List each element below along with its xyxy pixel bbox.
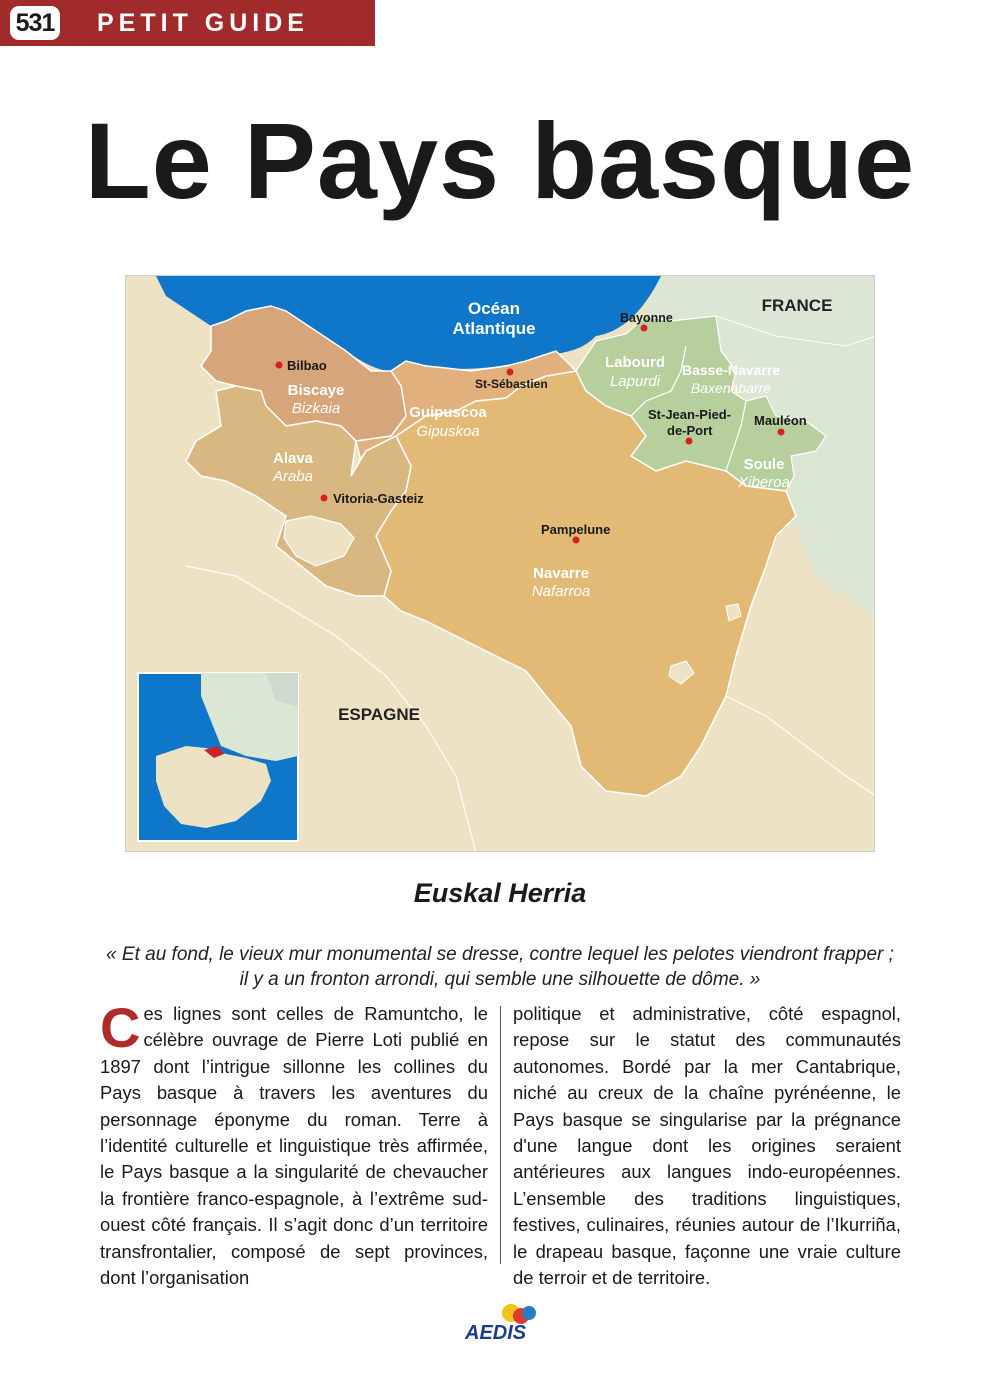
city-label-mauleon: Mauléon	[754, 413, 807, 428]
drop-cap: C	[100, 996, 141, 1059]
svg-text:AEDIS: AEDIS	[465, 1322, 527, 1343]
city-label-bayonne: Bayonne	[620, 311, 673, 325]
body-text-left: es lignes sont celles de Ramuntcho, le célèbre ouvrage de Pierre Loti publié en 1897 dont l’intrigue sillonne les collines du Pays basque à travers les aventures du personnage éponyme du roman. Terre à l’identité culturelle et linguistique très affirmée, le Pays basque a la singularité de chevaucher la frontière franco-espagnole, à l’extrême sud-ouest côté français. Il s’agit donc d’un territoire transfrontalier, composé de sept provinces, dont l’organisation	[100, 1003, 488, 1289]
province-biscaye-eu: Bizkaia	[291, 400, 341, 417]
ocean-label: Océan	[468, 299, 520, 318]
city-dot-mauleon	[778, 429, 785, 436]
province-navarre-eu: Nafarroa	[531, 583, 591, 600]
guide-number: 531	[10, 6, 60, 40]
province-soule-eu: Xiberoa	[738, 474, 790, 491]
body-column-right	[513, 1001, 901, 1291]
province-biscaye: Biscaye	[287, 382, 345, 399]
basque-country-map	[125, 275, 875, 852]
province-guipuscoa-eu: Gipuskoa	[416, 423, 480, 440]
city-label-bilbao: Bilbao	[287, 358, 327, 373]
city-dot-st-jean	[686, 438, 693, 445]
city-dot-bayonne	[641, 325, 648, 332]
quote-line-1: « Et au fond, le vieux mur monumental se dresse, contre lequel les pelotes viendront frapper ;	[106, 944, 894, 965]
province-alava: Alava	[272, 450, 314, 467]
subtitle: Euskal Herria	[413, 878, 587, 908]
city-label-st-sebastien: St-Sébastien	[475, 377, 548, 391]
city-label-pampelune: Pampelune	[541, 522, 611, 537]
province-basse-navarre: Basse-Navarre	[681, 362, 781, 378]
column-divider	[500, 1006, 501, 1264]
body-column-left	[100, 996, 488, 1291]
publisher-logo	[463, 1301, 539, 1343]
epigraph-quote	[90, 942, 910, 992]
body-text-right: politique et administrative, côté espagnol, repose sur le statut des communautés autonomes. Bordé par la mer Cantabrique, niché au creux de la chaîne pyrénéenne, le Pays basque se singularise par la prégnance d'une langue dont les origines seraient antérieures aux langues indo-européennes. L’ensemble des traditions linguistiques, festives, culinaires, réunies autour de l’Ikurriña, le drapeau basque, façonne une vraie culture de terroir et de territoire.	[513, 1003, 901, 1289]
province-guipuscoa: Guipuscoa	[409, 404, 487, 421]
city-dot-st-sebastien	[507, 369, 514, 376]
series-band	[0, 0, 375, 46]
city-label-st-jean-2: de-Port	[667, 423, 713, 438]
quote-line-2: il y a un fronton arrondi, qui semble une silhouette de dôme. »	[239, 969, 761, 990]
series-name: PETIT GUIDE	[97, 9, 309, 37]
province-navarre: Navarre	[533, 565, 589, 582]
city-label-vitoria: Vitoria-Gasteiz	[333, 491, 424, 506]
province-alava-eu: Araba	[272, 468, 314, 485]
province-basse-navarre-eu: Baxenabarre	[690, 380, 772, 396]
province-labourd-eu: Lapurdi	[609, 373, 661, 390]
province-labourd: Labourd	[605, 354, 665, 371]
inset-locator-map	[138, 673, 298, 841]
page-title: Le Pays basque	[84, 100, 916, 221]
country-label-france: FRANCE	[761, 296, 833, 315]
city-dot-bilbao	[276, 362, 283, 369]
city-dot-pampelune	[573, 537, 580, 544]
ocean-label-2: Atlantique	[452, 319, 536, 338]
city-dot-vitoria	[321, 495, 328, 502]
city-label-st-jean: St-Jean-Pied-	[648, 407, 732, 422]
country-label-spain: ESPAGNE	[338, 705, 420, 724]
province-soule: Soule	[743, 456, 785, 473]
